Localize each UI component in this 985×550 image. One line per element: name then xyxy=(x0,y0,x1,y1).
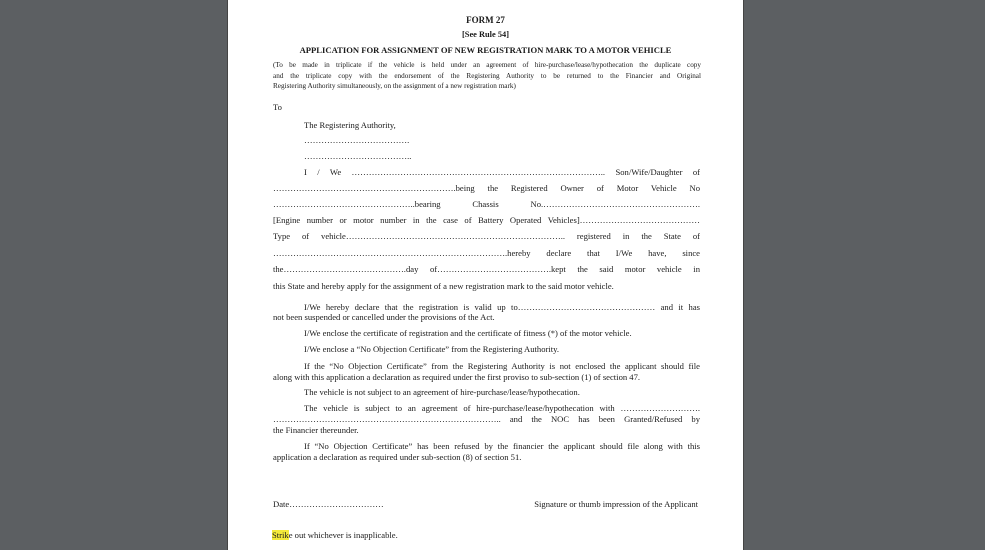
authority-blank: ……………………………….. xyxy=(304,151,412,161)
highlight-mark: Strik xyxy=(272,530,289,540)
declaration-line: …………………………………………………………………….. and the NOC has been Granted/Refused by xyxy=(273,414,700,424)
body-line: the…………………………………….day of………………………………….kept the said motor vehicle in xyxy=(273,264,700,274)
declaration-line: not been suspended or cancelled under the provisions of the Act. xyxy=(273,312,495,322)
form-page xyxy=(227,0,744,550)
note-line: and the triplicate copy with the endorsement of the Registering Authority to be returned to the Financier and Original xyxy=(273,72,701,80)
form-number: FORM 27 xyxy=(466,15,505,25)
body-line: …………………………………………..bearing Chassis No.………………………………………………. xyxy=(273,199,700,209)
signature-label: Signature or thumb impression of the Applicant xyxy=(534,499,698,509)
declaration-line: I/We enclose a “No Objection Certificate” from the Registering Authority. xyxy=(304,344,560,354)
declaration-line: The vehicle is not subject to an agreement of hire-purchase/lease/hypothecation. xyxy=(304,387,580,397)
declaration-line: If “No Objection Certificate” has been refused by the financier the applicant should file along with this xyxy=(304,441,700,451)
declaration-line: the Financier thereunder. xyxy=(273,425,359,435)
authority-label: The Registering Authority, xyxy=(304,120,396,130)
strike-note xyxy=(272,530,398,540)
form-title: APPLICATION FOR ASSIGNMENT OF NEW REGISTRATION MARK TO A MOTOR VEHICLE xyxy=(299,45,672,55)
declaration-line: I/We hereby declare that the registration is valid up to………………………………………… and it has xyxy=(304,302,700,312)
body-line: this State and hereby apply for the assignment of a new registration mark to the said motor vehicle. xyxy=(273,281,614,291)
body-line: Type of vehicle………………………………………………………………….. registered in the State of xyxy=(273,231,700,241)
body-line: [Engine number or motor number in the case of Battery Operated Vehicles]…………………………………… xyxy=(273,215,700,225)
declaration-line: application a declaration as required under sub-section (8) of section 51. xyxy=(273,452,522,462)
declaration-line: If the “No Objection Certificate” from the Registering Authority is not enclosed the applicant should file xyxy=(304,361,700,371)
note-line: (To be made in triplicate if the vehicle is held under an agreement of hire-purchase/lease/hypothecation the duplicate copy xyxy=(273,61,701,69)
date-field: Date…………………………… xyxy=(273,499,384,509)
authority-blank: ………………………………. xyxy=(304,135,410,145)
declaration-line: along with this application a declaration as required under the first proviso to sub-section (1) of section 47. xyxy=(273,372,641,382)
strike-note-text: e out whichever is inapplicable. xyxy=(288,530,398,540)
form-rule: [See Rule 54] xyxy=(462,30,509,39)
declaration-line: The vehicle is subject to an agreement of hire-purchase/lease/hypothecation with ………………………. xyxy=(304,403,700,413)
body-line: ……………………………………………………………………….hereby declare that I/We have, since xyxy=(273,248,700,258)
body-line: I / We …………………………………………………………………………….. Son/Wife/Daughter of xyxy=(304,167,700,177)
body-line: ……………………………………………………….being the Registered Owner of Motor Vehicle No xyxy=(273,183,700,193)
to-label: To xyxy=(273,102,282,112)
declaration-line: I/We enclose the certificate of registration and the certificate of fitness (*) of the motor vehicle. xyxy=(304,328,632,338)
note-line: Registering Authority simultaneously, on the assignment of a new registration mark) xyxy=(273,82,516,90)
